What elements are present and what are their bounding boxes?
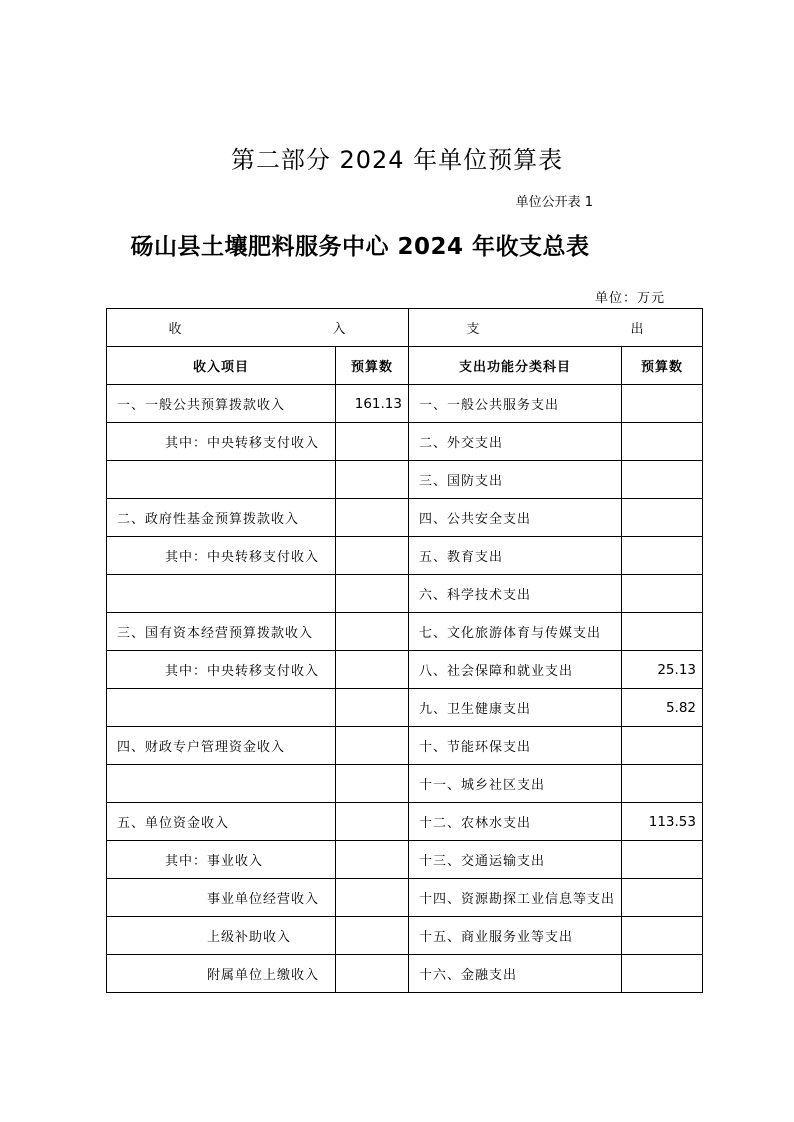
income-item-cell	[107, 765, 336, 803]
table-row	[107, 385, 703, 423]
expense-amount-cell	[622, 917, 703, 955]
expense-item-cell: 九、卫生健康支出	[409, 689, 622, 727]
expense-item-header: 支出功能分类科目	[409, 347, 622, 385]
expense-amount-cell	[622, 841, 703, 879]
table-row	[107, 917, 703, 955]
expense-item-cell: 十六、金融支出	[409, 955, 622, 993]
expense-amount-cell	[622, 765, 703, 803]
expense-amount-cell	[622, 499, 703, 537]
income-amount-cell	[336, 765, 409, 803]
income-item-cell: 其中：中央转移支付收入	[107, 423, 336, 461]
income-amount-cell	[336, 727, 409, 765]
income-amount-cell	[336, 879, 409, 917]
expense-item-cell: 三、国防支出	[409, 461, 622, 499]
expense-group-header	[409, 309, 703, 347]
expense-amount-cell	[622, 955, 703, 993]
income-item-cell: 事业单位经营收入	[107, 879, 336, 917]
table-row	[107, 575, 703, 613]
expense-group-char-2: 出	[630, 322, 645, 337]
income-item-cell: 四、财政专户管理资金收入	[107, 727, 336, 765]
expense-amount-cell	[622, 461, 703, 499]
expense-item-cell: 十三、交通运输支出	[409, 841, 622, 879]
table-row	[107, 613, 703, 651]
income-amount-cell	[336, 803, 409, 841]
expense-item-cell: 四、公共安全支出	[409, 499, 622, 537]
table-row	[107, 423, 703, 461]
income-amount-header: 预算数	[336, 347, 409, 385]
expense-group-char-1: 支	[466, 322, 481, 337]
budget-rows	[107, 385, 703, 993]
income-amount-cell	[336, 499, 409, 537]
table-row	[107, 537, 703, 575]
income-amount-cell	[336, 689, 409, 727]
income-amount-cell	[336, 917, 409, 955]
main-title: 砀山县土壤肥料服务中心 2024 年收支总表	[130, 234, 590, 260]
income-item-cell: 二、政府性基金预算拨款收入	[107, 499, 336, 537]
unit-label: 单位：万元	[594, 291, 665, 306]
expense-amount-header: 预算数	[622, 347, 703, 385]
table-row	[107, 955, 703, 993]
table-row	[107, 461, 703, 499]
table-row	[107, 651, 703, 689]
income-item-cell: 其中：中央转移支付收入	[107, 537, 336, 575]
column-header-row	[107, 347, 703, 385]
expense-amount-cell	[622, 727, 703, 765]
income-amount-cell	[336, 461, 409, 499]
expense-amount-cell	[622, 385, 703, 423]
budget-table	[106, 308, 703, 993]
income-item-cell: 五、单位资金收入	[107, 803, 336, 841]
expense-amount-cell	[622, 575, 703, 613]
expense-amount-cell	[622, 537, 703, 575]
table-row	[107, 765, 703, 803]
table-row	[107, 803, 703, 841]
income-item-cell	[107, 689, 336, 727]
income-amount-cell	[336, 575, 409, 613]
income-amount-cell	[336, 955, 409, 993]
income-item-cell: 附属单位上缴收入	[107, 955, 336, 993]
income-amount-cell	[336, 537, 409, 575]
income-item-header: 收入项目	[107, 347, 336, 385]
expense-item-cell: 八、社会保障和就业支出	[409, 651, 622, 689]
table-row	[107, 727, 703, 765]
expense-amount-cell: 25.13	[622, 651, 703, 689]
expense-amount-cell: 113.53	[622, 803, 703, 841]
income-group-char-2: 入	[332, 322, 347, 337]
table-row	[107, 499, 703, 537]
table-row	[107, 841, 703, 879]
expense-item-cell: 十、节能环保支出	[409, 727, 622, 765]
income-item-cell: 一、一般公共预算拨款收入	[107, 385, 336, 423]
income-amount-cell	[336, 651, 409, 689]
expense-amount-cell	[622, 423, 703, 461]
table-row	[107, 689, 703, 727]
income-item-cell	[107, 575, 336, 613]
income-item-cell: 其中：中央转移支付收入	[107, 651, 336, 689]
expense-item-cell: 六、科学技术支出	[409, 575, 622, 613]
group-header-row	[107, 309, 703, 347]
expense-item-cell: 十一、城乡社区支出	[409, 765, 622, 803]
expense-amount-cell	[622, 613, 703, 651]
income-item-cell: 其中：事业收入	[107, 841, 336, 879]
table-code: 单位公开表 1	[515, 195, 593, 210]
income-amount-cell	[336, 841, 409, 879]
income-item-cell: 上级补助收入	[107, 917, 336, 955]
expense-item-cell: 七、文化旅游体育与传媒支出	[409, 613, 622, 651]
income-amount-cell: 161.13	[336, 385, 409, 423]
expense-amount-cell: 5.82	[622, 689, 703, 727]
expense-item-cell: 五、教育支出	[409, 537, 622, 575]
expense-amount-cell	[622, 879, 703, 917]
income-item-cell: 三、国有资本经营预算拨款收入	[107, 613, 336, 651]
expense-item-cell: 二、外交支出	[409, 423, 622, 461]
part-title: 第二部分 2024 年单位预算表	[230, 146, 564, 174]
expense-item-cell: 十四、资源勘探工业信息等支出	[409, 879, 622, 917]
income-item-cell	[107, 461, 336, 499]
income-group-char-1: 收	[168, 322, 183, 337]
expense-item-cell: 十五、商业服务业等支出	[409, 917, 622, 955]
table-row	[107, 879, 703, 917]
income-amount-cell	[336, 613, 409, 651]
income-amount-cell	[336, 423, 409, 461]
income-group-header	[107, 309, 409, 347]
expense-item-cell: 十二、农林水支出	[409, 803, 622, 841]
expense-item-cell: 一、一般公共服务支出	[409, 385, 622, 423]
